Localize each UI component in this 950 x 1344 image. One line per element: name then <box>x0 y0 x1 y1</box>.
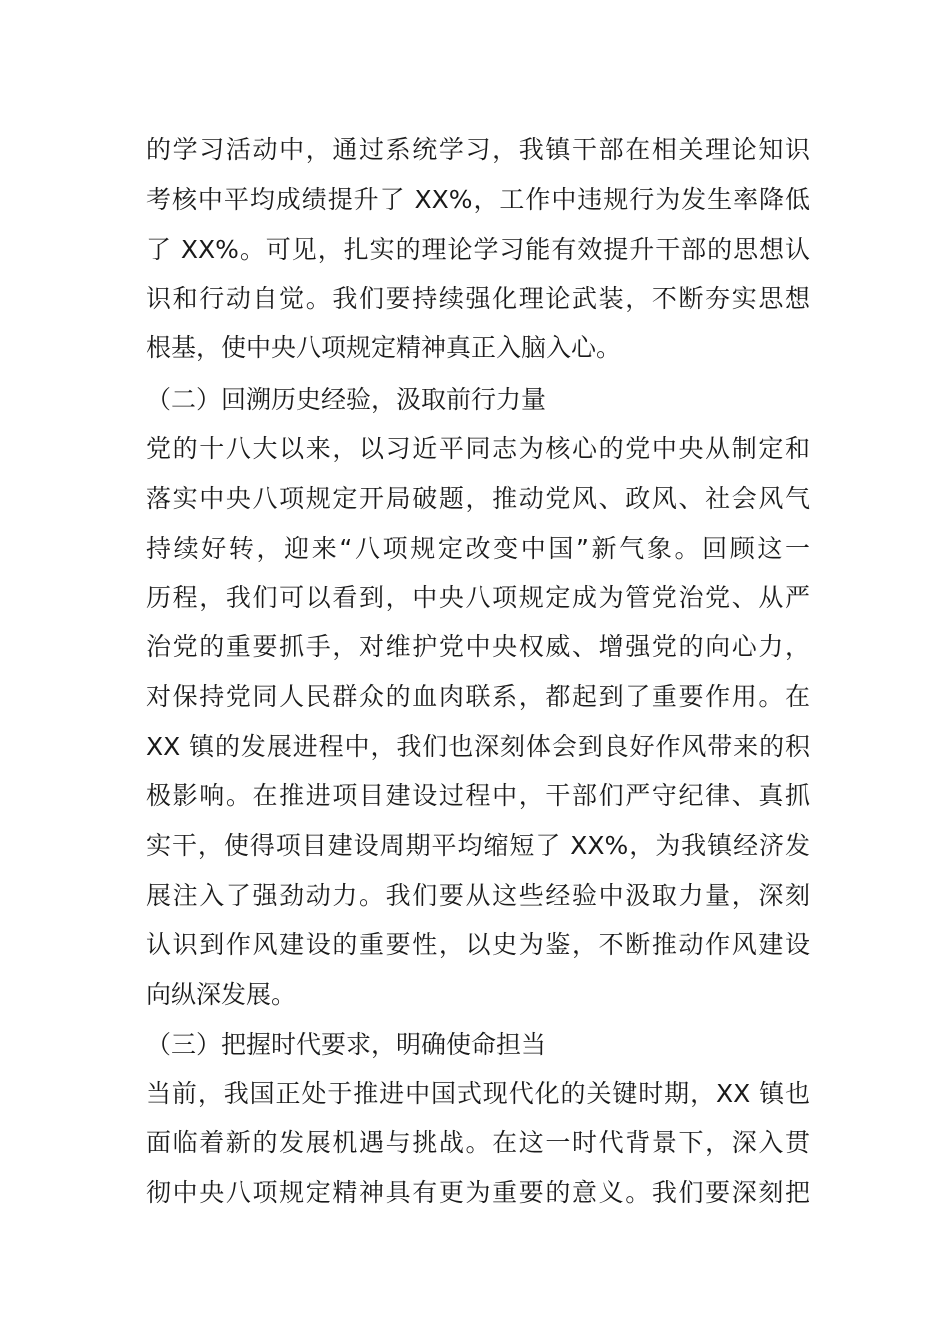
text-line: 落实中央八项规定开局破题，推动党风、政风、社会风气 <box>146 484 810 513</box>
text-line: 的学习活动中，通过系统学习，我镇干部在相关理论知识 <box>146 135 810 164</box>
text-line: 历程，我们可以看到，中央八项规定成为管党治党、从严 <box>146 583 810 612</box>
text-line: 了 XX%。可见，扎实的理论学习能有效提升干部的思想认 <box>146 235 810 264</box>
text-line: 党的十八大以来，以习近平同志为核心的党中央从制定和 <box>146 434 810 463</box>
text-line: 向纵深发展。 <box>146 980 297 1009</box>
text-line: 展注入了强劲动力。我们要从这些经验中汲取力量，深刻 <box>146 881 810 910</box>
text-line: 持续好转，迎来“八项规定改变中国”新气象。回顾这一 <box>146 534 810 563</box>
text-line: 治党的重要抓手，对维护党中央权威、增强党的向心力， <box>146 632 810 661</box>
text-line: 实干，使得项目建设周期平均缩短了 XX%，为我镇经济发 <box>146 831 810 860</box>
section-heading: （二）回溯历史经验，汲取前行力量 <box>146 385 547 414</box>
text-line: 认识到作风建设的重要性，以史为鉴，不断推动作风建设 <box>146 930 810 959</box>
text-line: 面临着新的发展机遇与挑战。在这一时代背景下，深入贯 <box>146 1128 810 1157</box>
text-line: 识和行动自觉。我们要持续强化理论武装，不断夯实思想 <box>146 284 810 313</box>
text-line: XX 镇的发展进程中，我们也深刻体会到良好作风带来的积 <box>146 732 810 761</box>
section-heading: （三）把握时代要求，明确使命担当 <box>146 1030 547 1059</box>
text-line: 根基，使中央八项规定精神真正入脑入心。 <box>146 333 622 362</box>
text-line: 对保持党同人民群众的血肉联系，都起到了重要作用。在 <box>146 682 810 711</box>
text-line: 考核中平均成绩提升了 XX%，工作中违规行为发生率降低 <box>146 185 810 214</box>
text-line: 极影响。在推进项目建设过程中，干部们严守纪律、真抓 <box>146 781 810 810</box>
text-line: 当前，我国正处于推进中国式现代化的关键时期，XX 镇也 <box>146 1079 810 1108</box>
text-line: 彻中央八项规定精神具有更为重要的意义。我们要深刻把 <box>146 1178 810 1207</box>
